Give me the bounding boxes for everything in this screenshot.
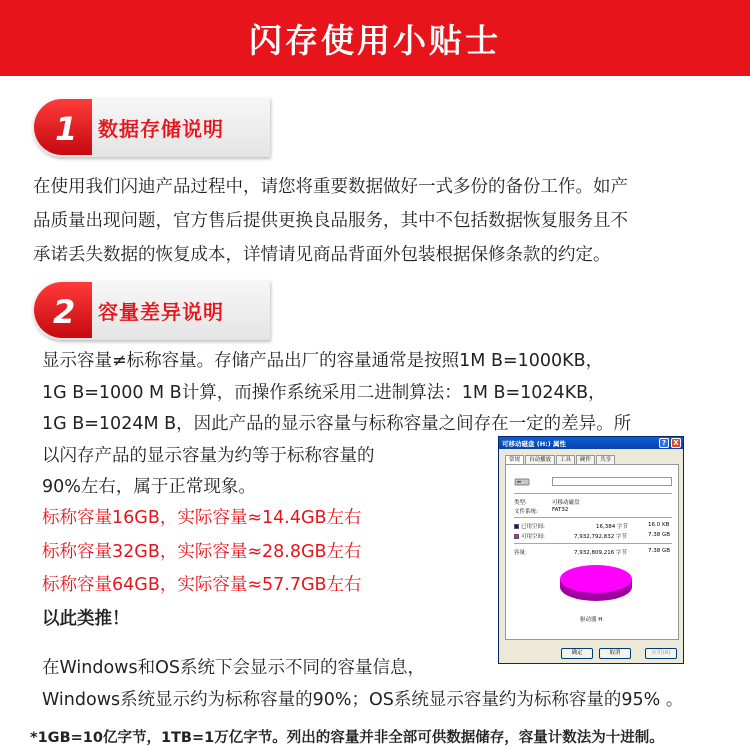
etc-text: 以此类推！ xyxy=(42,609,130,629)
capacity-bytes: 7,932,809,216 字节 xyxy=(574,550,627,556)
used-label: 已用空间: xyxy=(521,524,545,530)
drive-label: 驱动器 H xyxy=(580,617,603,623)
text-line: 1G B=1000 M B计算，而操作系统采用二进制算法：1M B=1024KB， xyxy=(42,383,606,403)
used-size: 16.0 KB xyxy=(648,522,670,528)
text-line: Windows系统显示约为标称容量的90%；OS系统显示容量约为标称容量的95% 。 xyxy=(42,690,684,710)
section-1-body xyxy=(33,170,733,272)
capacity-example: 标称容量32GB，实际容量≈28.8GB左右 xyxy=(42,542,362,562)
text-line: 90%左右，属于正常现象。 xyxy=(42,477,256,497)
number-badge-icon xyxy=(32,280,92,340)
page-title: 闪存使用小贴士 xyxy=(249,20,501,60)
cancel-button[interactable]: 取消 xyxy=(599,648,631,659)
used-color-swatch xyxy=(514,524,519,529)
capacity-size: 7.38 GB xyxy=(648,548,671,554)
tab-sharing[interactable]: 共享 xyxy=(596,455,615,464)
section-2-header xyxy=(32,280,270,340)
drive-name-input[interactable] xyxy=(552,477,672,486)
section-number: 2 xyxy=(53,293,76,331)
disk-usage-pie xyxy=(556,561,636,611)
text-line: 1G B=1024M B，因此产品的显示容量与标称容量之间存在一定的差异。所 xyxy=(42,414,632,434)
text-line: 在Windows和OS系统下会显示不同的容量信息， xyxy=(42,658,425,678)
free-color-swatch xyxy=(514,534,519,539)
capacity-label: 容量: xyxy=(514,550,527,556)
type-label: 类型: xyxy=(514,500,527,506)
dialog-tabs xyxy=(505,455,616,464)
capacity-example: 标称容量16GB，实际容量≈14.4GB左右 xyxy=(42,508,362,528)
close-button[interactable]: X xyxy=(671,438,681,448)
divider xyxy=(514,517,672,518)
dialog-titlebar xyxy=(499,437,683,449)
text-line: 承诺丢失数据的恢复成本，详情请见商品背面外包装根据保修条款的约定。 xyxy=(33,245,611,265)
disk-properties-dialog xyxy=(498,436,684,664)
used-bytes: 16,384 字节 xyxy=(596,524,628,530)
footnote: *1GB=10亿字节，1TB=1万亿字节。列出的容量并非全部可供数据储存，容量计数法为十进制。 xyxy=(30,730,664,746)
drive-icon xyxy=(514,477,530,486)
title-banner xyxy=(0,0,750,76)
general-panel xyxy=(505,464,679,640)
tab-general[interactable]: 常规 xyxy=(505,455,524,464)
section-title: 容量差异说明 xyxy=(98,300,224,324)
free-space-row xyxy=(514,532,545,540)
number-badge-icon xyxy=(32,97,92,157)
type-value: 可移动磁盘 xyxy=(552,500,580,506)
fs-value: FAT32 xyxy=(552,507,569,513)
section-1-header xyxy=(32,97,270,157)
free-size: 7.38 GB xyxy=(648,532,671,538)
used-space-row xyxy=(514,522,545,530)
section-title: 数据存储说明 xyxy=(98,117,224,141)
tab-tools[interactable]: 工具 xyxy=(556,455,575,464)
text-line: 以闪存产品的显示容量为约等于标称容量的 xyxy=(42,446,375,466)
capacity-example: 标称容量64GB，实际容量≈57.7GB左右 xyxy=(42,575,362,595)
divider xyxy=(514,493,672,494)
apply-button[interactable]: 应用(A) xyxy=(645,648,677,659)
section-number: 1 xyxy=(55,110,78,148)
text-line: 品质量出现问题，官方售后提供更换良品服务，其中不包括数据恢复服务且不 xyxy=(33,211,628,231)
text-line: 显示容量≠标称容量。存储产品出厂的容量通常是按照1M B=1000KB， xyxy=(42,351,604,371)
fs-label: 文件系统: xyxy=(514,509,538,515)
free-bytes: 7,932,792,832 字节 xyxy=(574,534,627,540)
ok-button[interactable]: 确定 xyxy=(561,648,593,659)
free-label: 可用空间: xyxy=(521,534,545,540)
help-button[interactable]: ? xyxy=(659,438,669,448)
text-line: 在使用我们闪迪产品过程中，请您将重要数据做好一式多份的备份工作。如产 xyxy=(33,177,628,197)
divider xyxy=(514,543,672,544)
dialog-title: 可移动磁盘 (H:) 属性 xyxy=(502,440,567,448)
tab-hardware[interactable]: 硬件 xyxy=(576,455,595,464)
tab-autoplay[interactable]: 自动播放 xyxy=(525,455,555,464)
